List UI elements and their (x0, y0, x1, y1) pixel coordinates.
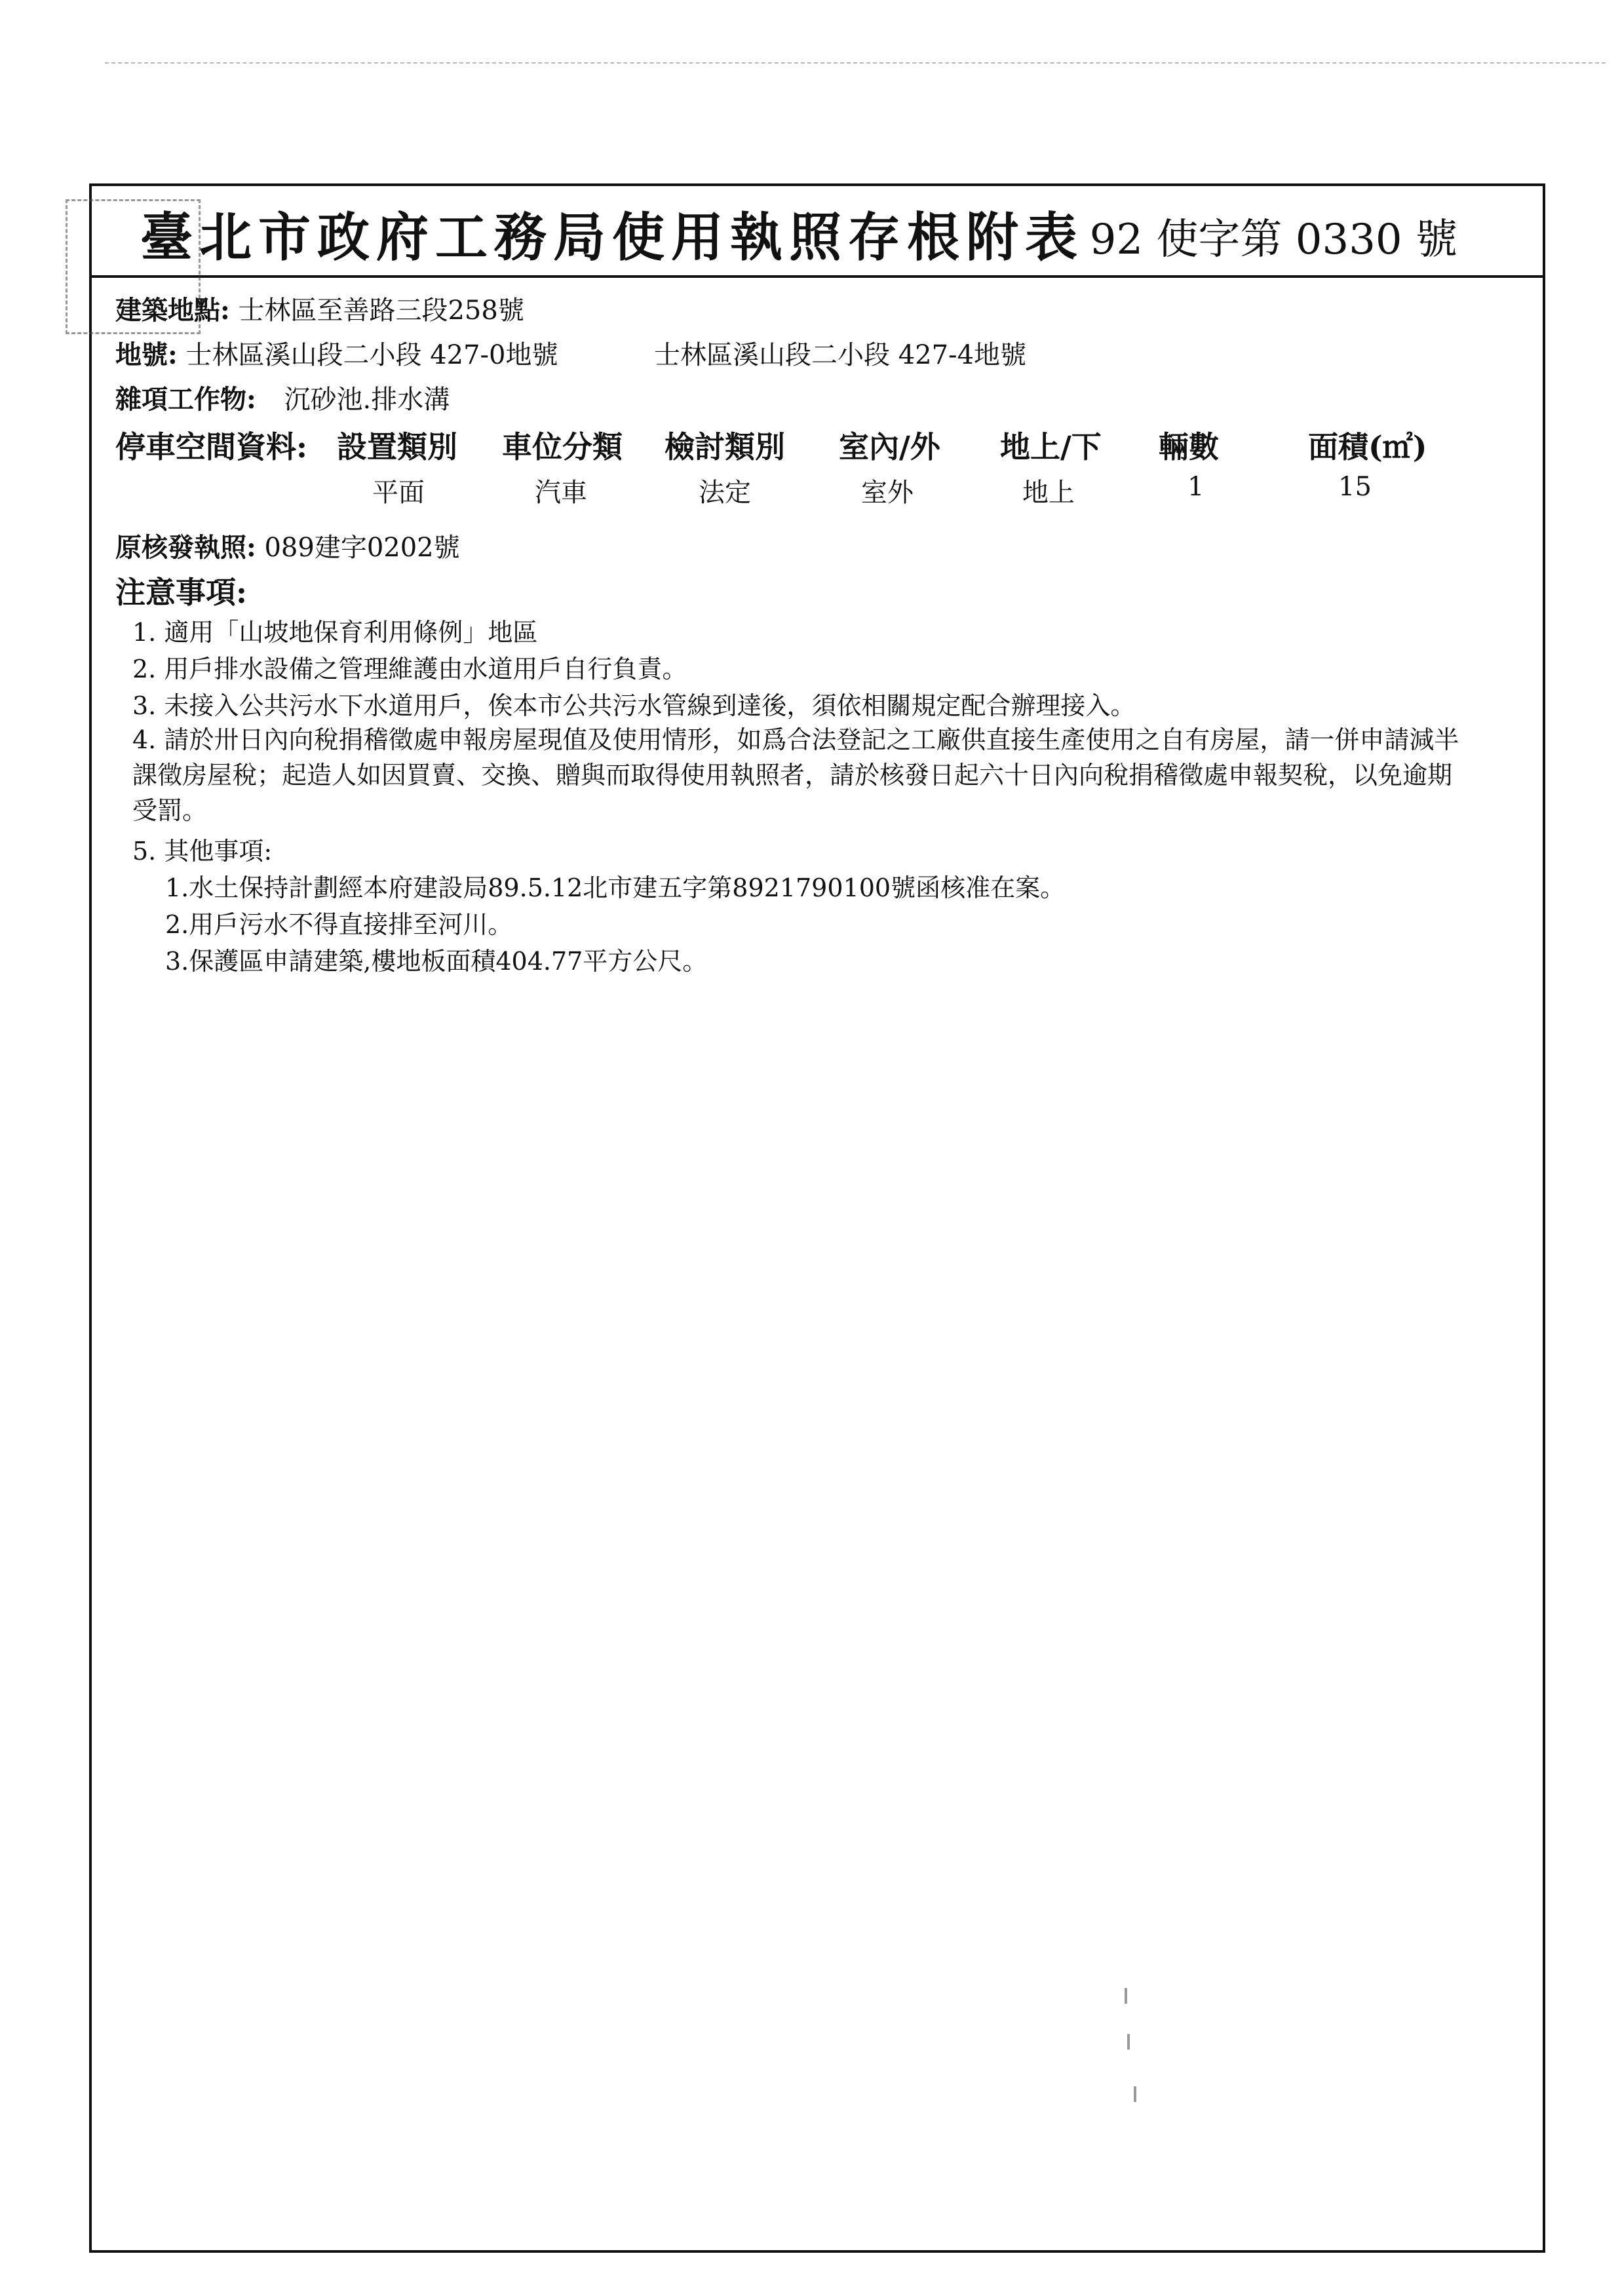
parking-col-area: 面積(㎡) (1308, 429, 1427, 465)
lot-label: 地號: (115, 339, 178, 370)
parking-cell-review: 法定 (699, 478, 751, 508)
parking-cell-category: 汽車 (535, 478, 587, 508)
parking-cell-type: 平面 (372, 478, 425, 508)
note-sub-item: 3.保護區申請建築,樓地板面積404.77平方公尺。 (165, 947, 708, 976)
note-sub-item: 1.水土保持計劃經本府建設局89.5.12北市建五字第8921790100號函核准在案。 (165, 873, 1066, 902)
parking-col-count: 輛數 (1159, 429, 1219, 465)
parking-col-category: 車位分類 (502, 429, 623, 465)
note-item: 4. 請於卅日內向稅捐稽徵處申報房屋現值及使用情形，如爲合法登記之工廠供直接生產使用之自有房屋，請一併申請減半課徵房屋稅；起造人如因買賣、交換、贈與而取得使用執照者，請於核發日起六十日內向稅捐稽徵處申報契稅，以免逾期受罰。 (132, 725, 1459, 825)
document-title: 臺北市政府工務局使用執照存根附表 (140, 206, 1084, 268)
notes-title: 注意事項: (115, 575, 247, 610)
lot-value-2: 士林區溪山段二小段 427-4地號 (654, 340, 1027, 370)
building-location-row (115, 290, 524, 327)
note-item: 2. 用戶排水設備之管理維護由水道用戶自行負責。 (132, 655, 687, 683)
misc-works-value: 沉砂池.排水溝 (284, 385, 450, 415)
parking-col-type: 設置類別 (337, 429, 457, 465)
original-permit-label: 原核發執照: (115, 532, 256, 563)
parking-col-indoor: 室內/外 (839, 429, 940, 465)
parking-cell-area: 15 (1338, 472, 1372, 502)
scan-speck (1125, 1988, 1127, 2004)
parking-col-review: 檢討類別 (665, 429, 785, 465)
misc-works-label: 雜項工作物: (115, 384, 256, 415)
original-permit-value: 089建字0202號 (264, 533, 460, 563)
building-location-label: 建築地點: (115, 295, 230, 326)
title-bar (92, 186, 1543, 278)
note-item: 1. 適用「山坡地保育利用條例」地區 (132, 618, 538, 647)
parking-cell-count: 1 (1187, 472, 1205, 502)
parking-label: 停車空間資料: (115, 429, 307, 465)
scan-speck (1127, 2034, 1130, 2050)
lot-value-1: 士林區溪山段二小段 427-0地號 (185, 340, 558, 370)
permit-number: 92 使字第 0330 號 (1089, 216, 1457, 264)
document-frame (89, 183, 1545, 2253)
note-item: 5. 其他事項: (132, 837, 273, 866)
scan-speck (1134, 2086, 1136, 2102)
misc-works-row (115, 379, 450, 416)
scan-artifact-line (105, 62, 1606, 70)
note-sub-item: 2.用戶污水不得直接排至河川。 (165, 910, 513, 939)
parking-col-level: 地上/下 (1000, 429, 1102, 465)
building-location-value: 士林區至善路三段258號 (238, 296, 524, 326)
parking-cell-indoor: 室外 (861, 478, 914, 508)
lot-row (115, 334, 558, 372)
parking-cell-level: 地上 (1022, 478, 1075, 508)
original-permit-row (115, 527, 460, 564)
note-item: 3. 未接入公共污水下水道用戶，俟本市公共污水管線到達後，須依相關規定配合辦理接入。 (132, 691, 1136, 720)
